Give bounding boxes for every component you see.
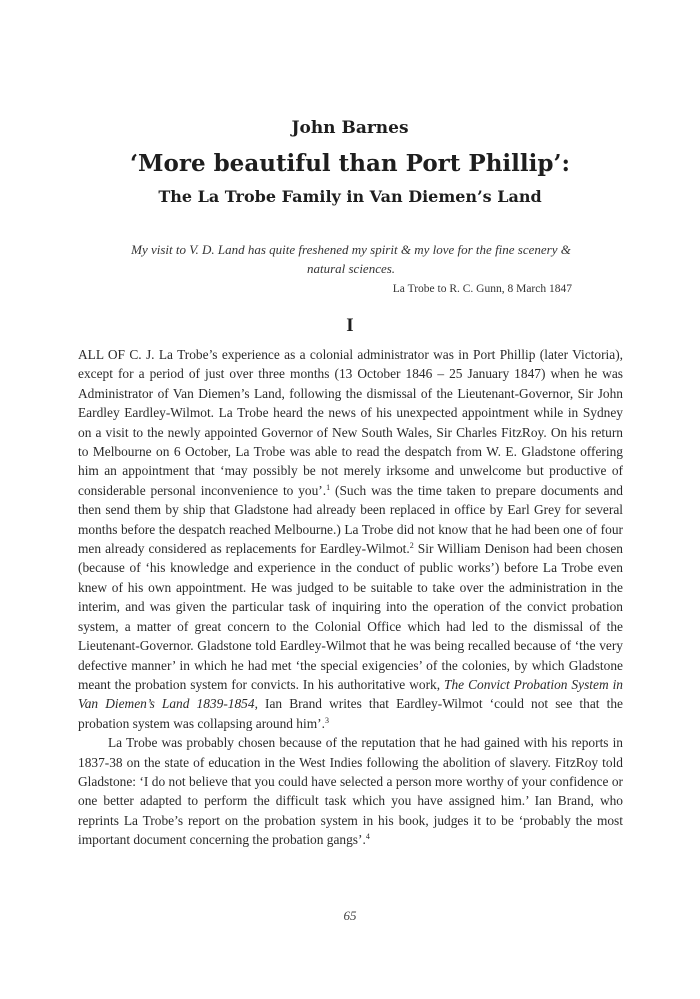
chapter-subtitle: The La Trobe Family in Van Diemen’s Land [158, 187, 542, 206]
section-number: I [346, 315, 354, 336]
epigraph-quote: My visit to V. D. Land has quite freshened my spirit & my love for the fine scenery & natural sciences. [131, 242, 571, 276]
body-text [78, 345, 623, 850]
footnote-ref-1: 1 [326, 482, 331, 492]
footnote-ref-2: 2 [409, 541, 414, 551]
epigraph-attribution: La Trobe to R. C. Gunn, 8 March 1847 [392, 283, 572, 295]
footnote-ref-3: 3 [324, 715, 329, 725]
footnote-ref-4: 4 [365, 832, 370, 842]
paragraph-1 [78, 345, 623, 733]
paragraph-1-part-2: (Such was the time taken to prepare documents and then send them by ship that Gladstone had already been replaced in office by Earl Grey for several months before the despatch reached Melbourne.) La Trobe did not know that he had been one of four men already considered as replacements for Eardley-Wilmot. [78, 482, 623, 557]
paragraph-2 [78, 733, 623, 849]
paragraph-1-part-4: , Ian Brand writes that Eardley-Wilmot ‘could not see that the probation system was collapsing around him’. [78, 696, 623, 731]
paragraph-2-text: La Trobe was probably chosen because of the reputation that he had gained with his reports in 1837-38 on the state of education in the West Indies following the abolition of slavery. FitzRoy told Gladstone: ‘I do not believe that you could have selected a person more worthy of your confidence or one better adapted to perform the difficult task which you have assigned him.’ Ian Brand, who reprints La Trobe’s report on the probation system in his book, judges it to be ‘probably the most important document concerning the probation gangs’. [78, 735, 623, 848]
paragraph-1-part-3: Sir William Denison had been chosen (because of ‘his knowledge and experience in the conduct of public works’) before La Trobe even knew of his own appointment. He was judged to be suitable to take over the administration in the interim, and was given the particular task of inquiring into the operation of the convict probation system, a matter of great concern to the Colonial Office which had led to the dismissal of the Lieutenant-Governor. Gladstone told Eardley-Wilmot that he was being recalled because of ‘the very defective manner’ in which he had met ‘the special exigencies’ of the colonies, by which Gladstone meant the probation system for convicts. In his authoritative work, [78, 541, 623, 692]
book-title: The Convict Probation System in Van Diemen’s Land 1839-1854 [78, 676, 623, 712]
page-number: 65 [343, 908, 357, 923]
paragraph-1-part-1: ALL OF C. J. La Trobe’s experience as a colonial administrator was in Port Phillip (later Victoria), except for a period of just over three months (13 October 1846 – 25 January 1847) when he was Administrator of Van Diemen’s Land, following the dismissal of the Lieutenant-Governor, Sir John Eardley Eardley-Wilmot. La Trobe heard the news of his unexpected appointment while in Sydney on a visit to the newly appointed Governor of New South Wales, Sir Charles FitzRoy. On his return to Melbourne on 6 October, La Trobe was able to read the despatch from W. E. Gladstone offering him an appointment that ‘may possibly be not merely irksome and unwelcome but productive of considerable personal inconvenience to you’. [78, 347, 623, 498]
author-name: John Barnes [291, 118, 409, 138]
chapter-title: ‘More beautiful than Port Phillip’: [130, 150, 570, 177]
